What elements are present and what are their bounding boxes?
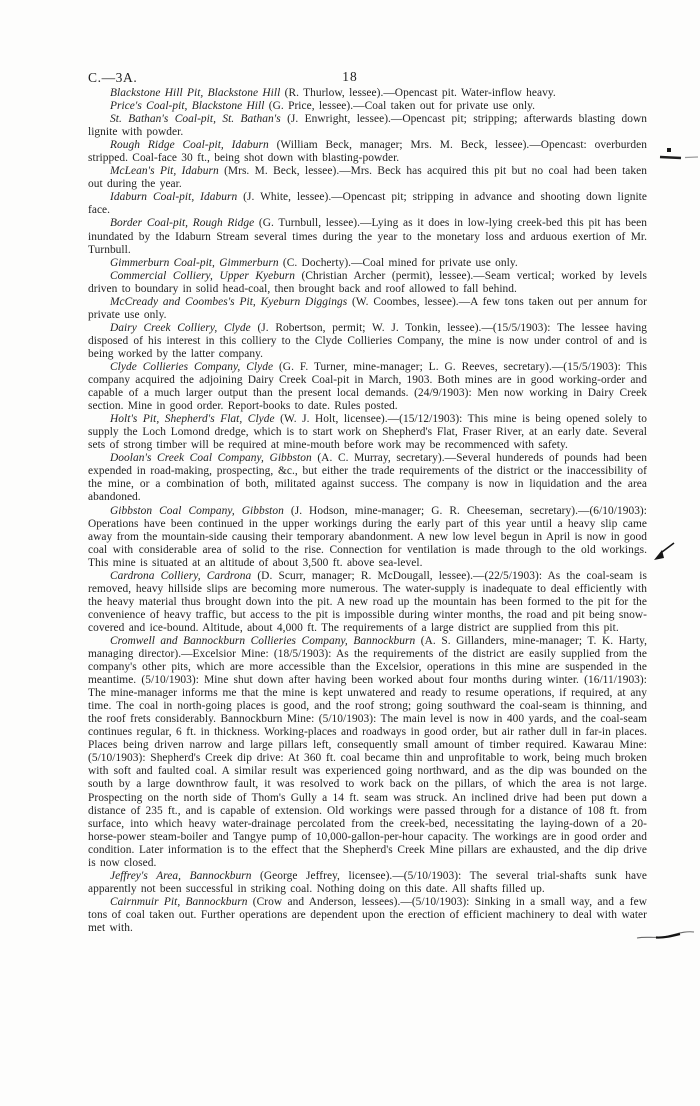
check-mark bbox=[653, 542, 677, 564]
paragraph-text: (George Jeffrey, licensee).—(5/10/1903): The several trial-shafts sunk have apparently not been successful in striking coal. Nothing doing on this date. All shafts filled up. bbox=[88, 869, 647, 895]
paragraph-text: (G. Price, lessee).—Coal taken out for private use only. bbox=[264, 100, 536, 113]
report-paragraph bbox=[88, 635, 647, 870]
mine-name: Gimmerburn Coal-pit, Gimmerburn bbox=[110, 256, 279, 269]
page-number: 18 bbox=[342, 69, 358, 84]
mine-name: McLean's Pit, Idaburn bbox=[110, 165, 219, 178]
mine-name: Jeffrey's Area, Bannockburn bbox=[110, 869, 252, 882]
mine-name: Blackstone Hill Pit, Blackstone Hill bbox=[110, 87, 281, 99]
report-paragraph bbox=[88, 570, 647, 635]
mine-name: Holt's Pit, Shepherd's Flat, Clyde bbox=[110, 413, 275, 426]
mine-name: McCready and Coombes's Pit, Kyeburn Diggings bbox=[110, 295, 348, 308]
report-paragraph bbox=[88, 896, 647, 935]
mine-name: Commercial Colliery, Upper Kyeburn bbox=[110, 269, 295, 282]
report-code: C.—3A. bbox=[88, 70, 138, 85]
report-paragraph bbox=[88, 87, 647, 100]
mine-name: Gibbston Coal Company, Gibbston bbox=[110, 504, 284, 517]
paragraph-text: (C. Docherty).—Coal mined for private use only. bbox=[278, 256, 518, 269]
mine-name: Cairnmuir Pit, Bannockburn bbox=[110, 895, 248, 908]
paragraph-text: (J. Robertson, permit; W. J. Tonkin, lessee).—(15/5/1903): The lessee having disposed of his interest in this colliery to the Clyde Collieries Company, the mine is now under control of and is being worked by the latter company. bbox=[88, 321, 647, 360]
paragraph-text: (William Beck, manager; Mrs. M. Beck, lessee).—Opencast: overburden stripped. Coal-face 30 ft., being shot down with blasting-powder. bbox=[88, 139, 647, 165]
report-paragraph bbox=[88, 113, 647, 139]
paragraph-text: (W. J. Holt, licensee).—(15/12/1903): This mine is being opened solely to supply the Loch Lomond dredge, which is to start work on Shepherd's Flat, Fraser River, at an early date. Several sets of strong timber will be required at mine-mouth before work may be recommenced with safety. bbox=[88, 413, 648, 452]
paragraph-text: (Crow and Anderson, lessees).—(5/10/1903): Sinking in a small way, and a few tons of coal taken out. Further operations are dependent upon the erection of efficient machinery to deal with water met with. bbox=[88, 895, 647, 934]
report-paragraph bbox=[88, 139, 647, 165]
mine-name: Border Coal-pit, Rough Ridge bbox=[110, 217, 255, 230]
mine-name: Dairy Creek Colliery, Clyde bbox=[110, 321, 251, 334]
report-paragraph bbox=[88, 270, 647, 296]
paragraph-text: (W. Coombes, lessee).—A few tons taken out per annum for private use only. bbox=[88, 295, 647, 321]
paragraph-text: (G. F. Turner, mine-manager; L. G. Reeves, secretary).—(15/5/1903): This company acquired the adjoining Dairy Creek Coal-pit in March, 1903. Both mines are in good working-order and capable of a much larger output than the present local demands. (24/9/1903): Men now working in Dairy Creek section. Mine in good order. Report-books to date. Rules posted. bbox=[88, 360, 647, 413]
ink-blot-mark bbox=[658, 148, 700, 164]
paragraph-text: (R. Thurlow, lessee).—Opencast pit. Water-inflow heavy. bbox=[280, 87, 556, 99]
paragraph-text: (G. Turnbull, lessee).—Lying as it does in low-lying creek-bed this pit has been inundated by the Idaburn Stream several times during the year to the monetary loss and arduous exertion of Mr. Turnbull. bbox=[88, 217, 647, 256]
mine-name: Cromwell and Bannockburn Collieries Company, Bannockburn bbox=[110, 634, 416, 647]
paragraph-text: (D. Scurr, manager; R. McDougall, lessee).—(22/5/1903): As the coal-seam is removed, heavy hillside slips are becoming more numerous. The water-supply is inadequate to deal efficiently with the heavy material thus brought down into the pit. A new road up the mountain has been formed to the pit for the convenience of heavy traffic, but access to the pit is impossible during winter months, the road and pit being snow-covered and ice-bound. Altitude, about 4,000 ft. The requirements of a large district are supplied from this pit. bbox=[88, 569, 647, 634]
report-paragraph bbox=[88, 505, 647, 570]
report-paragraph bbox=[88, 100, 647, 113]
report-paragraph bbox=[88, 257, 647, 270]
report-paragraph bbox=[88, 296, 647, 322]
paragraph-text: (A. S. Gillanders, mine-manager; T. K. Harty, managing director).—Excelsior Mine: (18/5/1903): As the requirements of the district are easily supplied from the company's other pits, which are more accessible than the Excelsior, operations in this mine are suspended in the meantime. (5/10/1903): Mine shut down after having been worked about four months during winter. (16/11/1903): The mine-manager informs me that the mine is kept unwatered and ready to resume operations, if required, at any time. The coal in north-going places is good, and the roof strong; going southward the coal-seam is thinning, and the roof frets considerably. Bannockburn Mine: (5/10/1903): The main level is now in 400 yards, and the coal-seam continues regular, 6 ft. in thickness. Working-places and roadways in good order, but air rather dull in far-in places. Places being driven narrow and large pillars left, consequently small amount of timber required. Kawarau Mine: (5/10/1903): Shepherd's Creek dip drive: At 360 ft. coal became thin and unprofitable to work, being much broken with soft and faulted coal. A similar result was experienced going northward, and as the dip was bounded on the south by a large downthrow fault, it was resolved to work back on the pillars, of which the area is not large. Prospecting on the north side of Thom's Gully a 14 ft. seam was struck. An inclined drive had been put down a distance of 235 ft., and is capable of extension. Old workings were passed through for a distance of 108 ft. from surface, into which heavy water-drainage percolated from the creek-bed, necessitating the laying-down of a 20-horse-power steam-boiler and Tangye pump of 10,000-gallon-per-hour capacity. The workings are in good order and condition. Later information is to the effect that the Shepherd's Creek Mine pillars are exhausted, and the dip drive is now closed. bbox=[88, 634, 647, 869]
paragraph-text: (Christian Archer (permit), lessee).—Seam vertical; worked by levels driven to boundary in solid head-coal, then brought back and roof allowed to fall behind. bbox=[88, 269, 647, 295]
paragraph-text: (J. Enwright, lessee).—Opencast pit; stripping; afterwards blasting down lignite with powder. bbox=[88, 113, 647, 139]
mine-name: Cardrona Colliery, Cardrona bbox=[110, 569, 252, 582]
report-paragraph bbox=[88, 870, 647, 896]
paragraph-text: (Mrs. M. Beck, lessee).—Mrs. Beck has acquired this pit but no coal had been taken out during the year. bbox=[88, 165, 648, 191]
paragraph-text: (J. Hodson, mine-manager; G. R. Cheeseman, secretary).—(6/10/1903): Operations have been continued in the upper workings during the early part of this year until a heavy slip came away from the mountain-side causing their temporary abandonment. A new low level begun in April is now in good coal with considerable area of solid to the rise. Connection for ventilation is made through to the old workings. This mine is situated at an altitude of about 3,500 ft. above sea-level. bbox=[88, 504, 647, 569]
paragraph-text: (A. C. Murray, secretary).—Several hundereds of pounds had been expended in road-making, prospecting, &c., but either the trade requirements of the district or the inaccessibility of the mine, or a combination of both, militated against success. The company is now in liquidation and the area abandoned. bbox=[88, 452, 647, 504]
mine-name: Doolan's Creek Coal Company, Gibbston bbox=[110, 452, 312, 465]
report-paragraph bbox=[88, 165, 647, 191]
squiggle-mark bbox=[636, 927, 696, 943]
paragraph-text: (J. White, lessee).—Opencast pit; stripping in advance and shooting down lignite face. bbox=[88, 191, 647, 217]
mine-name: Rough Ridge Coal-pit, Idaburn bbox=[110, 139, 269, 152]
report-paragraph bbox=[88, 191, 647, 217]
report-paragraph bbox=[88, 217, 647, 256]
mine-name: St. Bathan's Coal-pit, St. Bathan's bbox=[110, 113, 281, 126]
mine-name: Clyde Collieries Company, Clyde bbox=[110, 360, 274, 373]
report-paragraph bbox=[88, 361, 647, 413]
report-paragraph bbox=[88, 413, 647, 452]
report-paragraph bbox=[88, 452, 647, 504]
report-paragraph bbox=[88, 322, 647, 361]
mine-name: Price's Coal-pit, Blackstone Hill bbox=[110, 100, 265, 113]
report-body bbox=[88, 87, 647, 935]
mine-name: Idaburn Coal-pit, Idaburn bbox=[110, 191, 238, 204]
